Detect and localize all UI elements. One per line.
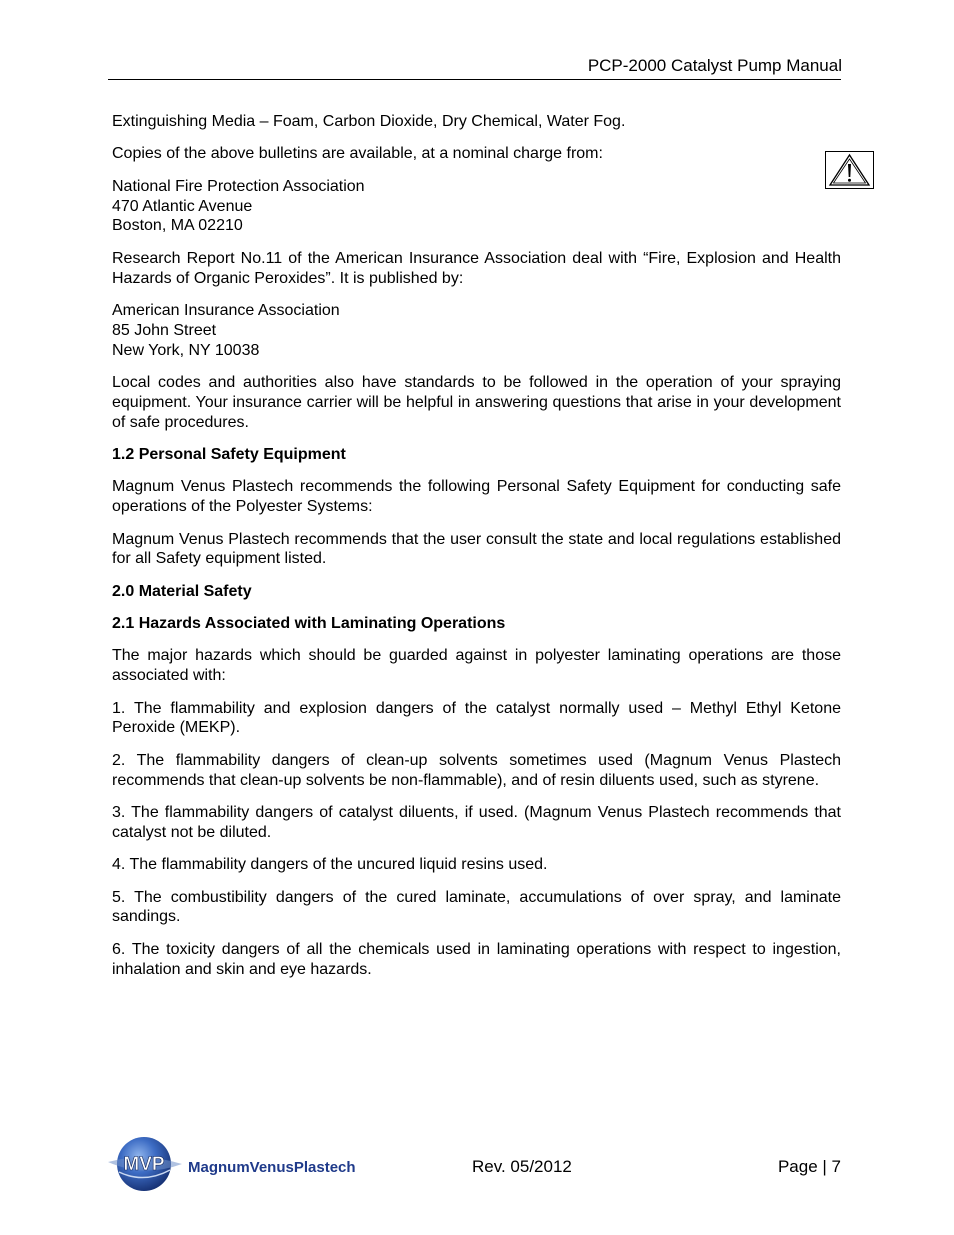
paragraph-consult-regulations: Magnum Venus Plastech recommends that the user consult the state and local regulations established for all Safety equipment listed. — [112, 530, 841, 568]
address-line: 85 John Street — [112, 321, 217, 339]
section-heading-2-1: 2.1 Hazards Associated with Laminating Operations — [112, 615, 506, 633]
header-title: PCP-2000 Catalyst Pump Manual — [587, 56, 842, 75]
paragraph-research-report: Research Report No.11 of the American Insurance Association deal with “Fire, Explosion and Health Hazards of Organic Peroxides”. It is published by: — [112, 249, 841, 287]
mvp-globe-logo — [104, 1132, 394, 1196]
section-heading-1-2: 1.2 Personal Safety Equipment — [112, 445, 346, 463]
hazard-item-3: 3. The flammability dangers of catalyst diluents, if used. (Magnum Venus Plastech recommends that catalyst not be diluted. — [112, 804, 841, 841]
hazard-item-4: 4. The flammability dangers of the uncured liquid resins used. — [112, 856, 548, 874]
page-number: Page | 7 — [777, 1157, 841, 1176]
hazard-item-2: 2. The flammability dangers of clean-up solvents sometimes used (Magnum Venus Plastech recommends that clean-up solvents be non-flammable), and of resin diluents used, such as styrene. — [112, 751, 841, 789]
address-line: American Insurance Association — [112, 301, 340, 319]
header-rule — [108, 79, 841, 80]
logo-wordmark: MagnumVenusPlastech — [188, 1159, 356, 1176]
hazard-item-1: 1. The flammability and explosion dangers of the catalyst normally used – Methyl Ethyl Ketone Peroxide (MEKP). — [112, 699, 841, 737]
paragraph-copies-available: Copies of the above bulletins are available, at a nominal charge from: — [112, 145, 603, 163]
paragraph-local-codes: Local codes and authorities also have standards to be followed in the operation of your spraying equipment. Your insurance carrier will be helpful in answering questions that arise in your development of safe procedures. — [112, 373, 841, 431]
hazard-item-5: 5. The combustibility dangers of the cured laminate, accumulations of over spray, and laminate sandings. — [112, 888, 841, 926]
section-heading-2-0: 2.0 Material Safety — [112, 582, 252, 600]
logo-mark: MVP — [123, 1154, 165, 1175]
address-line: New York, NY 10038 — [112, 341, 260, 359]
document-body — [112, 112, 841, 992]
address-line: Boston, MA 02210 — [112, 217, 243, 235]
address-nfpa — [112, 177, 841, 236]
paragraph-safety-equipment: Magnum Venus Plastech recommends the following Personal Safety Equipment for conducting safe operations of the Polyester Systems: — [112, 478, 841, 516]
address-aia — [112, 301, 841, 360]
address-line: 470 Atlantic Avenue — [112, 197, 253, 215]
address-line: National Fire Protection Association — [112, 177, 365, 195]
revision-label: Rev. 05/2012 — [472, 1157, 572, 1176]
hazard-item-6: 6. The toxicity dangers of all the chemicals used in laminating operations with respect to ingestion, inhalation and skin and eye hazards. — [112, 940, 841, 978]
paragraph-major-hazards: The major hazards which should be guarded against in polyester laminating operations are those associated with: — [112, 647, 841, 685]
paragraph-extinguishing-media: Extinguishing Media – Foam, Carbon Dioxide, Dry Chemical, Water Fog. — [112, 113, 626, 130]
page-footer — [100, 1132, 845, 1202]
